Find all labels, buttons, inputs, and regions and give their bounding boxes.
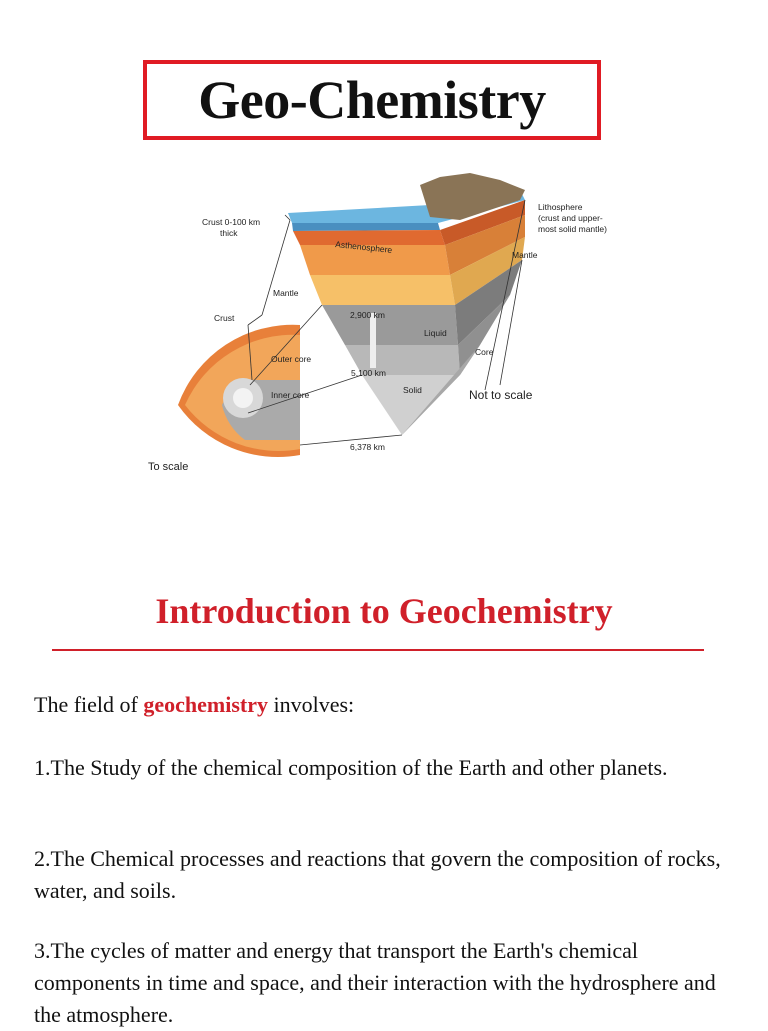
label-crust-thick-2: thick bbox=[220, 228, 238, 238]
earth-structure-diagram bbox=[140, 165, 640, 485]
label-lithosphere-1: Lithosphere bbox=[538, 202, 583, 212]
section-divider bbox=[52, 649, 704, 651]
label-depth-5100: 5,100 km bbox=[351, 368, 386, 378]
point-3: 3.The cycles of matter and energy that transport the Earth's chemical components in time and space, and their interaction with the hydrosphere and the atmosphere. bbox=[34, 938, 716, 1027]
point-2: 2.The Chemical processes and reactions that govern the composition of rocks, water, and soils. bbox=[34, 846, 721, 903]
label-depth-2900: 2,900 km bbox=[350, 310, 385, 320]
label-crust-thick-1: Crust 0-100 km bbox=[202, 217, 261, 227]
title-box bbox=[143, 60, 601, 140]
label-lithosphere-2: (crust and upper- bbox=[538, 213, 603, 223]
label-to-scale: To scale bbox=[148, 461, 189, 473]
page-title: Geo-Chemistry bbox=[198, 70, 546, 130]
label-depth-6378: 6,378 km bbox=[350, 442, 385, 452]
label-core: Core bbox=[475, 347, 494, 357]
label-solid: Solid bbox=[403, 385, 422, 395]
intro-suffix: involves: bbox=[267, 692, 355, 717]
intro-prefix: The field of bbox=[34, 692, 144, 717]
label-inner-core: Inner core bbox=[271, 390, 310, 400]
section-title: Introduction to Geochemistry bbox=[155, 591, 613, 631]
point-1: 1.The Study of the chemical composition of the Earth and other planets. bbox=[34, 755, 668, 780]
label-not-to-scale: Not to scale bbox=[469, 388, 533, 402]
label-crust: Crust bbox=[214, 313, 235, 323]
label-asthenosphere: Asthenosphere bbox=[334, 239, 393, 255]
label-outer-core: Outer core bbox=[271, 354, 312, 364]
intro-paragraph bbox=[34, 689, 734, 721]
intro-highlight: geochemistry bbox=[143, 692, 268, 717]
label-mantle-left: Mantle bbox=[273, 288, 299, 298]
label-mantle-right: Mantle bbox=[512, 250, 538, 260]
label-lithosphere-3: most solid mantle) bbox=[538, 224, 607, 234]
label-liquid: Liquid bbox=[424, 328, 447, 338]
